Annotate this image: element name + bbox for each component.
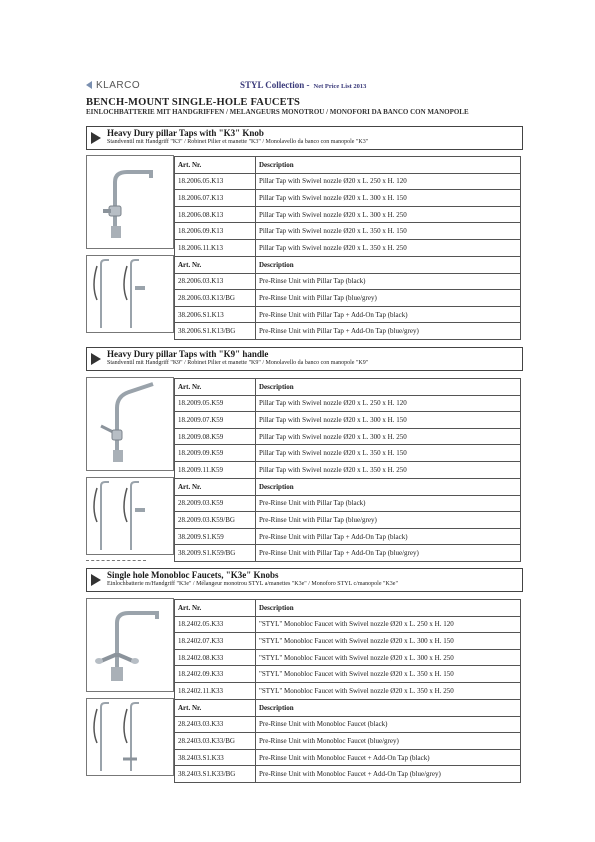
section-title: Heavy Dury pillar Taps with "K9" handle [107,349,269,359]
section-banner-k3e [86,568,523,592]
table-row [175,173,521,190]
table-header-row [175,600,521,617]
table-header-row [175,157,521,174]
table-row [175,682,521,699]
description-cell: Pillar Tap with Swivel nozzle Ø20 x L. 300 x H. 250 [256,428,521,445]
col-art-nr: Art. Nr. [175,157,256,174]
description-cell: Pre-Rinse Unit with Pillar Tap + Add-On Tap (black) [256,528,521,545]
art-nr-cell: 18.2006.11.K13 [175,239,256,256]
table-row [175,666,521,683]
description-cell: "STYL" Monobloc Faucet with Swivel nozzle Ø20 x L. 350 x H. 150 [256,666,521,683]
table-row [175,323,521,340]
description-cell: Pillar Tap with Swivel nozzle Ø20 x L. 300 x H. 250 [256,206,521,223]
art-nr-cell: 18.2006.07.K13 [175,190,256,207]
art-nr-cell: 38.2006.S1.K13 [175,306,256,323]
pre-rinse-unit-icon [87,478,173,554]
art-nr-cell: 18.2402.11.K33 [175,682,256,699]
description-cell: Pre-Rinse Unit with Pillar Tap (blue/grey) [256,512,521,529]
art-nr-cell: 28.2006.03.K13/BG [175,290,256,307]
art-nr-cell: 18.2009.07.K59 [175,412,256,429]
product-image-pre-rinse-k9 [86,477,174,555]
description-cell: "STYL" Monobloc Faucet with Swivel nozzle Ø20 x L. 350 x H. 250 [256,682,521,699]
table-header-row [175,700,521,717]
spec-table-k3e-monobloc [174,599,521,700]
table-row [175,306,521,323]
section-banner-k3 [86,126,523,150]
table-row [175,749,521,766]
section-description: Einlochbatterie m/Handgriff "K3e" / Mélangeur monotrou STYL a/manettes "K3e" / Monoforo STYL c/manopole "K3e" [107,581,398,587]
description-cell: Pillar Tap with Swivel nozzle Ø20 x L. 250 x H. 120 [256,173,521,190]
col-description: Description [256,700,521,717]
description-cell: "STYL" Monobloc Faucet with Swivel nozzle Ø20 x L. 250 x H. 120 [256,616,521,633]
description-cell: Pre-Rinse Unit with Pillar Tap (black) [256,495,521,512]
art-nr-cell: 38.2009.S1.K59/BG [175,545,256,562]
table-row [175,190,521,207]
col-art-nr: Art. Nr. [175,257,256,274]
art-nr-cell: 18.2402.07.K33 [175,633,256,650]
section-description: Standventil mit Handgriff "K9" / Robinet Pilier et manette "K9" / Monolavello da banco con manopole "K9" [107,360,369,366]
page-title: BENCH-MOUNT SINGLE-HOLE FAUCETS [86,97,301,108]
art-nr-cell: 38.2403.S1.K33 [175,749,256,766]
table-row [175,428,521,445]
table-row [175,716,521,733]
spec-table-k9-pre-rinse [174,478,521,562]
table-row [175,461,521,478]
table-row [175,290,521,307]
description-cell: Pre-Rinse Unit with Monobloc Faucet (black) [256,716,521,733]
table-row [175,395,521,412]
art-nr-cell: 18.2402.05.K33 [175,616,256,633]
art-nr-cell: 18.2009.09.K59 [175,445,256,462]
description-cell: "STYL" Monobloc Faucet with Swivel nozzle Ø20 x L. 300 x H. 250 [256,649,521,666]
logo-text: KLARCO [96,79,141,91]
art-nr-cell: 38.2006.S1.K13/BG [175,323,256,340]
description-cell: Pre-Rinse Unit with Pillar Tap + Add-On Tap (blue/grey) [256,323,521,340]
table-row [175,495,521,512]
pre-rinse-unit-icon [87,699,173,775]
col-description: Description [256,257,521,274]
table-row [175,649,521,666]
klarco-logo [84,78,142,92]
arrow-right-icon [90,352,102,366]
col-art-nr: Art. Nr. [175,600,256,617]
pre-rinse-unit-icon [87,256,173,332]
table-header-row [175,257,521,274]
description-cell: Pre-Rinse Unit with Pillar Tap (blue/grey) [256,290,521,307]
description-cell: "STYL" Monobloc Faucet with Swivel nozzle Ø20 x L. 300 x H. 150 [256,633,521,650]
table-row [175,633,521,650]
art-nr-cell: 28.2403.03.K33 [175,716,256,733]
col-art-nr: Art. Nr. [175,379,256,396]
art-nr-cell: 18.2402.08.K33 [175,649,256,666]
art-nr-cell: 18.2006.09.K13 [175,223,256,240]
product-image-pre-rinse-k3e [86,698,174,776]
pillar-tap-icon [87,378,173,470]
table-row [175,206,521,223]
description-cell: Pillar Tap with Swivel nozzle Ø20 x L. 350 x H. 250 [256,239,521,256]
pillar-tap-icon [87,156,173,248]
spec-table-k3-pre-rinse [174,256,521,340]
art-nr-cell: 28.2403.03.K33/BG [175,733,256,750]
art-nr-cell: 38.2403.S1.K33/BG [175,766,256,783]
description-cell: Pre-Rinse Unit with Pillar Tap (black) [256,273,521,290]
table-row [175,733,521,750]
arrow-right-icon [90,131,102,145]
arrow-right-icon [90,573,102,587]
description-cell: Pillar Tap with Swivel nozzle Ø20 x L. 300 x H. 150 [256,190,521,207]
table-row [175,766,521,783]
collection-subtitle: Net Price List 2013 [313,83,367,90]
col-description: Description [256,379,521,396]
description-cell: Pre-Rinse Unit with Monobloc Faucet (blue/grey) [256,733,521,750]
art-nr-cell: 28.2006.03.K13 [175,273,256,290]
section-title: Single hole Monobloc Faucets, "K3e" Knobs [107,570,279,580]
col-art-nr: Art. Nr. [175,479,256,496]
page-subtitle: EINLOCHBATTERIE MIT HANDGRIFFEN / MELANGEURS MONOTROU / MONOFORI DA BANCO CON MANOPOLE [86,108,469,116]
table-row [175,239,521,256]
table-row [175,445,521,462]
description-cell: Pillar Tap with Swivel nozzle Ø20 x L. 350 x H. 150 [256,223,521,240]
description-cell: Pre-Rinse Unit with Pillar Tap + Add-On Tap (blue/grey) [256,545,521,562]
table-row [175,512,521,529]
collection-title [240,80,366,90]
divider [86,560,146,561]
art-nr-cell: 38.2009.S1.K59 [175,528,256,545]
monobloc-faucet-icon [87,599,173,691]
collection-name: STYL Collection - [240,80,310,90]
art-nr-cell: 18.2006.08.K13 [175,206,256,223]
product-image-pre-rinse-k3 [86,255,174,333]
table-header-row [175,479,521,496]
art-nr-cell: 18.2009.11.K59 [175,461,256,478]
table-row [175,616,521,633]
description-cell: Pre-Rinse Unit with Pillar Tap + Add-On Tap (black) [256,306,521,323]
product-image-pillar-tap-k9 [86,377,174,471]
art-nr-cell: 18.2009.08.K59 [175,428,256,445]
art-nr-cell: 28.2009.03.K59/BG [175,512,256,529]
art-nr-cell: 18.2402.09.K33 [175,666,256,683]
logo-mark-icon [84,80,94,90]
description-cell: Pillar Tap with Swivel nozzle Ø20 x L. 250 x H. 120 [256,395,521,412]
art-nr-cell: 18.2006.05.K13 [175,173,256,190]
product-image-pillar-tap-k3 [86,155,174,249]
col-description: Description [256,479,521,496]
table-row [175,273,521,290]
col-description: Description [256,600,521,617]
art-nr-cell: 18.2009.05.K59 [175,395,256,412]
table-row [175,528,521,545]
table-row [175,412,521,429]
description-cell: Pillar Tap with Swivel nozzle Ø20 x L. 350 x H. 150 [256,445,521,462]
description-cell: Pillar Tap with Swivel nozzle Ø20 x L. 300 x H. 150 [256,412,521,429]
table-header-row [175,379,521,396]
description-cell: Pre-Rinse Unit with Monobloc Faucet + Add-On Tap (blue/grey) [256,766,521,783]
spec-table-k3e-pre-rinse [174,699,521,783]
spec-table-k3-pillar [174,156,521,257]
product-image-monobloc-k3e [86,598,174,692]
description-cell: Pre-Rinse Unit with Monobloc Faucet + Add-On Tap (black) [256,749,521,766]
description-cell: Pillar Tap with Swivel nozzle Ø20 x L. 350 x H. 250 [256,461,521,478]
section-title: Heavy Dury pillar Taps with "K3" Knob [107,128,264,138]
art-nr-cell: 28.2009.03.K59 [175,495,256,512]
table-row [175,545,521,562]
spec-table-k9-pillar [174,378,521,479]
section-description: Standventil mit Handgriff "K3" / Robinet Pilier et manette "K3" / Monolavello da banco con manopole "K3" [107,139,369,145]
section-banner-k9 [86,347,523,371]
table-row [175,223,521,240]
col-description: Description [256,157,521,174]
col-art-nr: Art. Nr. [175,700,256,717]
